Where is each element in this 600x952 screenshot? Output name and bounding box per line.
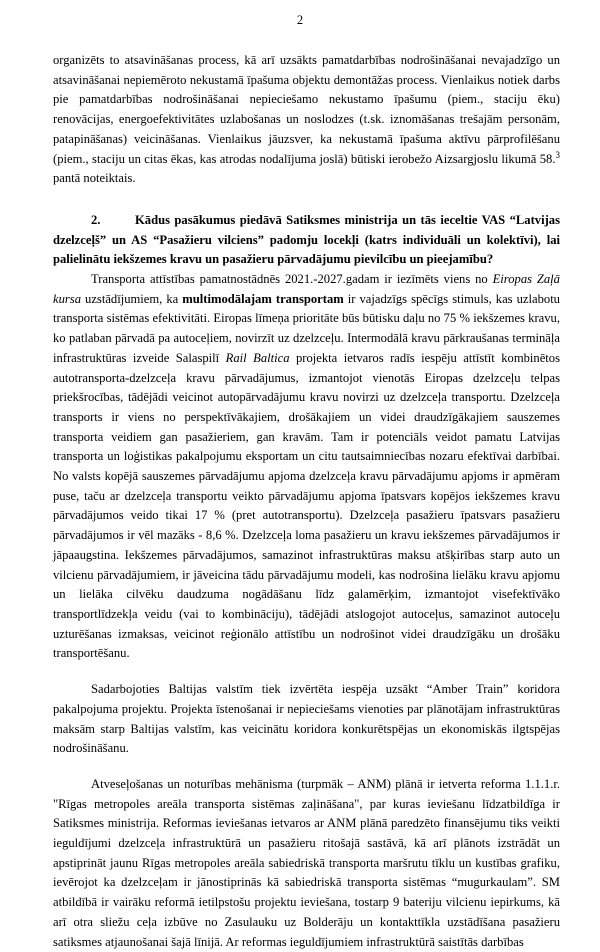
paragraph-multimodal-transport (53, 270, 560, 664)
page-number: 2 (296, 13, 304, 27)
question-text: Kādus pasākumus piedāvā Satiksmes ministrija un tās ieceltie VAS “Latvijas dzelzceļš” un AS “Pasažieru vilciens” padomju locekļi (katrs individuāli un kolektīvi), lai palielinātu iekšzemes kravu un pasažieru pārvadājumu pievilcību un pieejamību? (53, 212, 560, 267)
document-body (53, 51, 560, 952)
paragraph-text: uzstādījumiem, ka (81, 291, 183, 306)
paragraph-text: Transporta attīstības pamatnostādnēs 2021.-2027.gadam ir iezīmēts viens no (91, 272, 493, 287)
italic-term: Eiropas Zaļā kursa (53, 272, 560, 306)
paragraph-text-tail: pantā noteiktais. (53, 171, 136, 186)
question-number: 2. (91, 212, 101, 227)
paragraph-property-demolition (53, 51, 560, 189)
paragraph-text: organizēts to atsavināšanas process, kā arī uzsākts pamatdarbības nodrošināšanai nevajadzīgo un atsavināšanai nepiemēroto nekustamā īpašuma objektu demontāžas process. Vienlaikus notiek darbs pie pamatdarbības nodrošināšanai nepieciešamo nekustamo īpašumu (piem., staciju ēku) renovācijas, energoefektivitātes uzlabošanas un noslodzes (t.sk. iznomāšanas trešajām personām, patapināšanas) veicināšanas. Vienlaikus jāuzsver, ka nekustamā īpašuma aktīvu pārprofilēšanu (piem., staciju un citas ēkas, kas atrodas nodalījuma joslā) būtiski ierobežo Aizsargjoslu likumā 58. (53, 53, 560, 166)
paragraph-text: ir vajadzīgs spēcīgs stimuls, kas uzlabotu transporta sistēmas efektivitāti. Eiropas līmeņa prioritāte būs būtisku daļu no 75 % iekšzemes kravu, ko patlaban pārvadā pa autoceļiem, novirzīt uz dzelzceļu. Intermodālā kravu pārkraušanas termināļa infrastruktūras izveide Salaspilī (53, 291, 560, 365)
bold-term: multimodālajam transportam (182, 291, 344, 306)
paragraph-anm-reform: Atveseļošanas un noturības mehānisma (turpmāk – ANM) plānā ir ietverta reforma 1.1.1.r. "Rīgas metropoles areāla transporta sistēmas zaļināšana", par kuras ieviešanu līdzatbildīga ir Satiksmes ministrija. Reformas ieviešanas ietvaros ar ANM plānā paredzēto finansējumu tiks veikti ieguldījumi dzelzceļa infrastruktūrā un pasažieru ritošajā sastāvā, kā arī plānots izstrādāt un apstiprināt jaunu Rīgas metropoles areāla sabiedriskā transporta maršrutu tīklu un kustības grafiku, ievērojot ka dzelzceļam ir jānostiprinās kā sabiedriskā transporta sistēmas “mugurkaulam”. SM atbildībā ir vairāku reformā ietilpstošu projektu ieviešana, tostarp 9 bateriju vilcienu iepirkums, kā arī otra sliežu ceļa izbūve no Zasulauku uz Bolderāju un kontakttīkla uzstādīšana pasažieru satiksmes atjaunošanai šajā līnijā. Ar reformas ieguldījumiem infrastruktūrā saistītās darbības (53, 776, 560, 949)
footnote-reference: 3 (555, 149, 560, 160)
question-heading (53, 211, 560, 270)
paragraph-text: projekta ietvaros radīs iespēju attīstīt kombinētos autotransporta-dzelzceļa kravu pārvadājumus, izmantojot vienotās Eiropas dzelzceļu telpas priekšrocības, tādējādi veicinot autopārvadājumu kravu novirzi uz dzelzceļa transportu. Dzelzceļa transports ir viens no perspektīvākajiem, drošākajiem un videi draudzīgākajiem sauszemes transporta veidiem gan pasažieriem, gan kravām. Tam ir potenciāls veidot pamatu Latvijas transporta un loģistikas pakalpojumu eksportam un citu tautsaimniecības nozaru efektīvai darbībai. No valsts kopējā sauszemes pārvadājumu apjoma dzelzceļa kravu pārvadājumu apjoms ir apmēram puse, taču ar dzelzceļa transportu veikto pārvadājumu apjoma īpatsvars kopējos iekšzemes kravu pārvadājumos veido tikai 17 % (pret autotransportu). Dzelzceļa pasažieru īpatsvars pasažieru pārvadājumos ir vēl mazāks - 8,6 %. Dzelzceļa loma pasažieru un kravu iekšzemes pārvadājumos ir jāpaaugstina. Iekšzemes pārvadājumos, samazinot infrastruktūras maksu atšķirības starp auto un vilcienu pārvadājumiem, ir jāveicina tādu pārvadājumu modeli, kas nodrošina lielāku kravu apjomu un lielāka cilvēku daudzuma nogādāšanu līdz galamērķim, izmantojot visefektīvāko transportlīdzekļa veidu (vai to kombināciju), tādējādi atslogojot autoceļus, samazinot autoceļu uzturēšanas izmaksas, veicinot reģionālo attīstību un nodrošinot videi draudzīgāku un drošāku transportēšanu. (53, 350, 560, 661)
paragraph-amber-train: Sadarbojoties Baltijas valstīm tiek izvērtēta iespēja uzsākt “Amber Train” koridora pakalpojuma projektu. Projekta īstenošanai ir nepieciešams vienoties par plānotājam infrastruktūras maksām starp Baltijas valstīm, kas veicinātu koridora konkurētspējas un ekonomiskās ilgtspējas nodrošināšanu. (53, 682, 560, 756)
italic-term: Rail Baltica (225, 350, 290, 365)
